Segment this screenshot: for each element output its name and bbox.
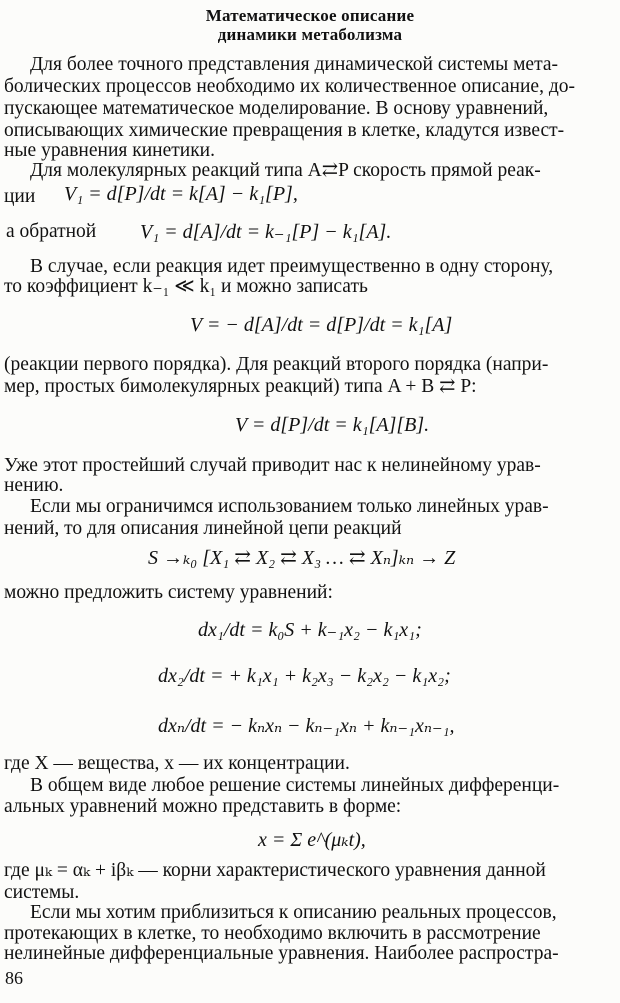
equation-general-solution: x = Σ e^(μₖt), xyxy=(258,829,366,851)
text-line: болических процессов необходимо их количественное описание, до- xyxy=(4,76,575,97)
text-line: ные уравнения кинетики. xyxy=(4,140,215,161)
equation-second-order: V = d[P]/dt = k₁[A][B]. xyxy=(235,414,430,436)
equation-system-row-2: dx₂/dt = + k₁x₁ + k₂x₃ − k₂x₂ − k₁x₂; xyxy=(158,665,451,687)
text-line: протекающих в клетке, то необходимо включить в рассмотрение xyxy=(4,923,541,944)
equation-forward-rate: V₁ = d[P]/dt = k[A] − k₁[P], xyxy=(64,183,298,205)
text-line: пускающее математическое моделирование. В основу уравнений, xyxy=(4,98,549,119)
text-line: можно предложить систему уравнений: xyxy=(4,582,333,603)
text-line: нений, то для описания линейной цепи реакций xyxy=(4,518,402,539)
text-line: Если мы ограничимся использованием только линейных урав- xyxy=(30,496,549,517)
text-line: нелинейные дифференциальные уравнения. Наиболее распростра- xyxy=(4,943,559,964)
text-line: описывающих химические превращения в клетке, кладутся извест- xyxy=(4,120,565,141)
text-line: то коэффициент k₋₁ ≪ k₁ и можно записать xyxy=(4,276,368,297)
section-title-line-1: Математическое описание xyxy=(205,6,415,25)
page-number: 86 xyxy=(5,968,23,988)
text-line: системы. xyxy=(4,882,80,903)
equation-reaction-chain: S →ₖ₀ [X₁ ⇄ X₂ ⇄ X₃ … ⇄ Xₙ]ₖₙ → Z xyxy=(148,547,456,569)
text-line: а обратной xyxy=(6,221,97,242)
equation-first-order: V = − d[A]/dt = d[P]/dt = k₁[A] xyxy=(190,314,453,336)
text-line: (реакции первого порядка). Для реакций второго порядка (напри- xyxy=(4,354,549,375)
text-line: альных уравнений можно представить в форме: xyxy=(4,796,402,817)
text-line: В общем виде любое решение системы линейных дифференци- xyxy=(30,775,560,796)
text-line: В случае, если реакция идет преимущественно в одну сторону, xyxy=(30,256,554,277)
text-line: мер, простых бимолекулярных реакций) типа A + B ⇄ P: xyxy=(4,376,477,397)
text-line: Если мы хотим приблизиться к описанию реальных процессов, xyxy=(30,902,557,923)
text-line: ции xyxy=(4,186,36,207)
section-title-line-2: динамики метаболизма xyxy=(217,25,403,44)
equation-system-row-3: dxₙ/dt = − kₙxₙ − kₙ₋₁xₙ + kₙ₋₁xₙ₋₁, xyxy=(158,715,455,737)
text-line: где μₖ = αₖ + iβₖ — корни характеристического уравнения данной xyxy=(4,860,546,881)
text-line: Для молекулярных реакций типа A⇄P скорость прямой реак- xyxy=(30,160,541,181)
text-line: Для более точного представления динамической системы мета- xyxy=(30,54,558,75)
equation-reverse-rate: V₁ = d[A]/dt = k₋₁[P] − k₁[A]. xyxy=(140,221,392,243)
text-line: Уже этот простейший случай приводит нас к нелинейному урав- xyxy=(4,455,541,476)
text-line: нению. xyxy=(4,475,64,496)
equation-system-row-1: dx₁/dt = k₀S + k₋₁x₂ − k₁x₁; xyxy=(198,619,422,641)
text-line: где X — вещества, x — их концентрации. xyxy=(4,753,350,774)
